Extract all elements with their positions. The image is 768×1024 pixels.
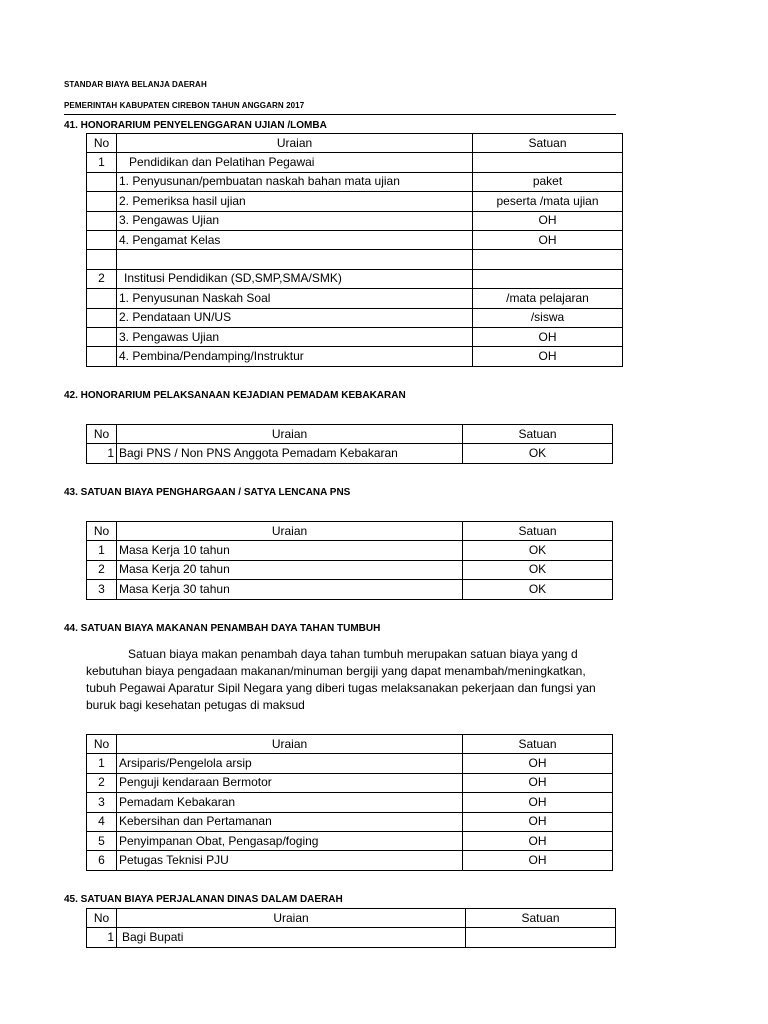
table-row bbox=[87, 308, 623, 327]
table-header-row bbox=[87, 425, 613, 444]
col-header-no: No bbox=[87, 735, 117, 754]
table-row bbox=[87, 347, 623, 366]
section-42-title: 42. HONORARIUM PELAKSANAAN KEJADIAN PEMADAM KEBAKARAN bbox=[64, 390, 406, 401]
row-uraian bbox=[117, 250, 473, 269]
table-42 bbox=[86, 424, 613, 464]
table-row bbox=[87, 153, 623, 172]
row-uraian: 4. Pembina/Pendamping/Instruktur bbox=[117, 347, 473, 366]
table-row bbox=[87, 269, 623, 288]
col-header-satuan: Satuan bbox=[463, 522, 613, 541]
row-uraian: Bagi PNS / Non PNS Anggota Pemadam Kebakaran bbox=[117, 444, 463, 463]
col-header-no: No bbox=[87, 522, 117, 541]
row-no bbox=[87, 347, 117, 366]
col-header-uraian: Uraian bbox=[117, 909, 466, 928]
row-satuan: peserta /mata ujian bbox=[473, 192, 623, 211]
table-row bbox=[87, 851, 613, 870]
col-header-uraian: Uraian bbox=[117, 425, 463, 444]
row-uraian: Petugas Teknisi PJU bbox=[117, 851, 463, 870]
row-no: 6 bbox=[87, 851, 117, 870]
row-uraian: Pendidikan dan Pelatihan Pegawai bbox=[117, 153, 473, 172]
row-satuan: OH bbox=[463, 851, 613, 870]
col-header-no: No bbox=[87, 909, 117, 928]
paragraph-line: kebutuhan biaya pengadaan makanan/minuman bergiji yang dapat menambah/meningkatkan, bbox=[86, 664, 586, 678]
row-satuan bbox=[473, 269, 623, 288]
row-satuan: OH bbox=[463, 812, 613, 831]
row-uraian: Penyimpanan Obat, Pengasap/foging bbox=[117, 831, 463, 850]
table-row bbox=[87, 928, 616, 947]
col-header-uraian: Uraian bbox=[117, 735, 463, 754]
table-header-row bbox=[87, 735, 613, 754]
row-no: 1 bbox=[87, 541, 117, 560]
row-uraian: 2. Pendataan UN/US bbox=[117, 308, 473, 327]
table-row bbox=[87, 560, 613, 579]
row-no bbox=[87, 211, 117, 230]
table-row bbox=[87, 327, 623, 346]
row-no bbox=[87, 308, 117, 327]
table-row bbox=[87, 444, 613, 463]
row-no bbox=[87, 192, 117, 211]
table-header-row bbox=[87, 522, 613, 541]
row-no bbox=[87, 230, 117, 249]
col-header-uraian: Uraian bbox=[117, 134, 473, 153]
row-no: 2 bbox=[87, 773, 117, 792]
row-satuan: OH bbox=[463, 793, 613, 812]
row-satuan bbox=[473, 153, 623, 172]
col-header-no: No bbox=[87, 425, 117, 444]
row-satuan: OK bbox=[463, 580, 613, 599]
table-row bbox=[87, 541, 613, 560]
row-satuan: paket bbox=[473, 172, 623, 191]
row-no: 5 bbox=[87, 831, 117, 850]
table-row bbox=[87, 831, 613, 850]
row-uraian: Kebersihan dan Pertamanan bbox=[117, 812, 463, 831]
row-no: 1 bbox=[87, 754, 117, 773]
col-header-satuan: Satuan bbox=[473, 134, 623, 153]
row-no: 3 bbox=[87, 580, 117, 599]
row-uraian: 1. Penyusunan Naskah Soal bbox=[117, 289, 473, 308]
col-header-satuan: Satuan bbox=[463, 735, 613, 754]
table-row bbox=[87, 812, 613, 831]
row-no bbox=[87, 327, 117, 346]
row-satuan: OH bbox=[473, 347, 623, 366]
section-45-title: 45. SATUAN BIAYA PERJALANAN DINAS DALAM DAERAH bbox=[64, 894, 343, 905]
row-satuan: OK bbox=[463, 444, 613, 463]
table-row bbox=[87, 211, 623, 230]
table-row bbox=[87, 289, 623, 308]
row-satuan: /siswa bbox=[473, 308, 623, 327]
paragraph-line: buruk bagi kesehatan petugas di maksud bbox=[86, 698, 305, 712]
row-satuan bbox=[466, 928, 616, 947]
row-no: 4 bbox=[87, 812, 117, 831]
section-41-title: 41. HONORARIUM PENYELENGGARAN UJIAN /LOMBA bbox=[64, 120, 327, 131]
row-satuan: OH bbox=[473, 211, 623, 230]
table-row bbox=[87, 754, 613, 773]
row-no bbox=[87, 289, 117, 308]
row-no: 1 bbox=[87, 928, 117, 947]
table-43 bbox=[86, 521, 613, 600]
paragraph-line: tubuh Pegawai Aparatur Sipil Negara yang diberi tugas melaksanakan pekerjaan dan fungsi yan bbox=[86, 681, 596, 695]
row-satuan: OH bbox=[463, 773, 613, 792]
table-row bbox=[87, 793, 613, 812]
header-divider bbox=[64, 114, 616, 115]
row-no: 3 bbox=[87, 793, 117, 812]
row-uraian: Pemadam Kebakaran bbox=[117, 793, 463, 812]
row-uraian: Masa Kerja 30 tahun bbox=[117, 580, 463, 599]
row-satuan: OH bbox=[473, 230, 623, 249]
col-header-no: No bbox=[87, 134, 117, 153]
row-satuan: OK bbox=[463, 560, 613, 579]
row-no: 1 bbox=[87, 444, 117, 463]
row-uraian: Bagi Bupati bbox=[117, 928, 466, 947]
doc-header-subtitle: PEMERINTAH KABUPATEN CIREBON TAHUN ANGGARN 2017 bbox=[64, 101, 305, 110]
row-satuan: OH bbox=[463, 831, 613, 850]
row-uraian: Masa Kerja 10 tahun bbox=[117, 541, 463, 560]
section-43-title: 43. SATUAN BIAYA PENGHARGAAN / SATYA LENCANA PNS bbox=[64, 487, 351, 498]
col-header-satuan: Satuan bbox=[463, 425, 613, 444]
table-row bbox=[87, 580, 613, 599]
table-header-row bbox=[87, 134, 623, 153]
paragraph-line: Satuan biaya makan penambah daya tahan tumbuh merupakan satuan biaya yang d bbox=[128, 647, 578, 661]
col-header-uraian: Uraian bbox=[117, 522, 463, 541]
table-45 bbox=[86, 908, 616, 948]
row-no bbox=[87, 172, 117, 191]
table-row bbox=[87, 172, 623, 191]
row-no: 2 bbox=[87, 560, 117, 579]
section-44-title: 44. SATUAN BIAYA MAKANAN PENAMBAH DAYA TAHAN TUMBUH bbox=[64, 623, 381, 634]
row-satuan: OH bbox=[473, 327, 623, 346]
table-41 bbox=[86, 133, 623, 367]
row-uraian: 1. Penyusunan/pembuatan naskah bahan mata ujian bbox=[117, 172, 473, 191]
row-satuan: /mata pelajaran bbox=[473, 289, 623, 308]
table-row bbox=[87, 230, 623, 249]
row-no bbox=[87, 250, 117, 269]
row-no: 1 bbox=[87, 153, 117, 172]
row-satuan bbox=[473, 250, 623, 269]
row-uraian: 4. Pengamat Kelas bbox=[117, 230, 473, 249]
doc-header-title: STANDAR BIAYA BELANJA DAERAH bbox=[64, 80, 207, 89]
table-header-row bbox=[87, 909, 616, 928]
table-row bbox=[87, 773, 613, 792]
row-satuan: OH bbox=[463, 754, 613, 773]
table-44 bbox=[86, 734, 613, 871]
row-no: 2 bbox=[87, 269, 117, 288]
col-header-satuan: Satuan bbox=[466, 909, 616, 928]
table-row bbox=[87, 192, 623, 211]
section-44-paragraph bbox=[86, 646, 616, 714]
row-uraian: 2. Pemeriksa hasil ujian bbox=[117, 192, 473, 211]
row-satuan: OK bbox=[463, 541, 613, 560]
row-uraian: 3. Pengawas Ujian bbox=[117, 327, 473, 346]
row-uraian: Institusi Pendidikan (SD,SMP,SMA/SMK) bbox=[117, 269, 473, 288]
row-uraian: Masa Kerja 20 tahun bbox=[117, 560, 463, 579]
row-uraian: 3. Pengawas Ujian bbox=[117, 211, 473, 230]
row-uraian: Arsiparis/Pengelola arsip bbox=[117, 754, 463, 773]
row-uraian: Penguji kendaraan Bermotor bbox=[117, 773, 463, 792]
table-row-empty bbox=[87, 250, 623, 269]
